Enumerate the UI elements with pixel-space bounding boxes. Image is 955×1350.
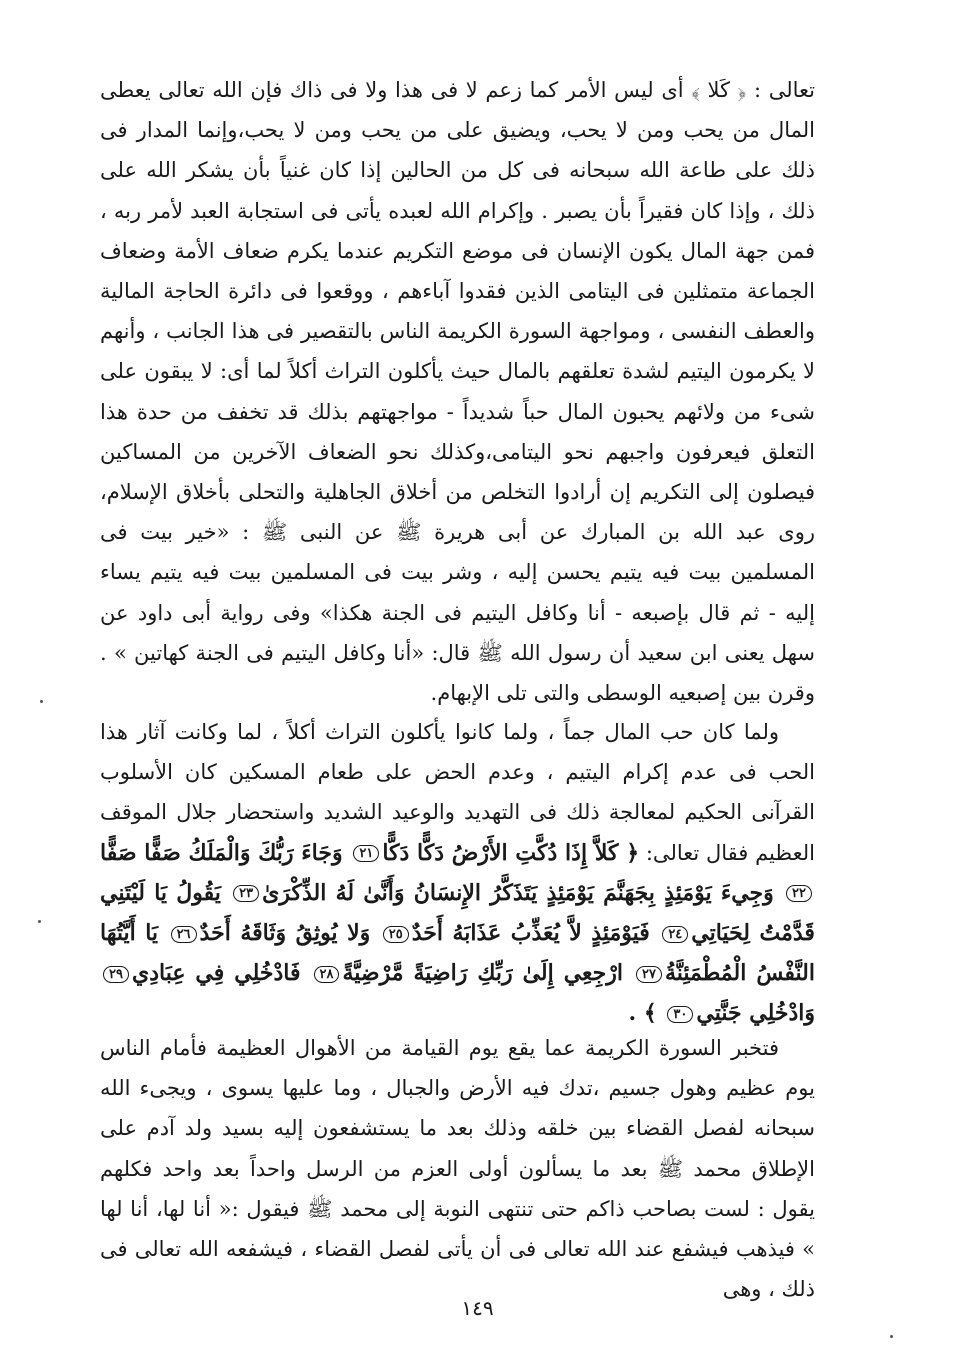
- scan-speck: [38, 920, 41, 923]
- paragraph-text: فتخبر السورة الكريمة عما يقع يوم القيامة من الأهوال العظيمة فأمام الناس يوم عظيم وهول جسيم ،تدك فيه الأرض والجبال ، وما عليها يسوى ، ويجىء الله سبحانه لفصل القضاء بين خلقه وذلك بعد ما يستشفعون إليه بسيد ولد آدم على الإطلاق محمد ﷺ بعد ما يسألون أولى العزم من الرسل واحداً بعد واحد فكلهم يقول : لست بصاحب ذاكم حتى تنتهى النوبة إلى محمد ﷺ فيقول :« أنا لها، أنا لها » فيذهب فيشفع عند الله تعالى فى أن يأتى لفصل القضاء ، فيشفعه الله تعالى فى ذلك ، وهى: [100, 1036, 815, 1302]
- paragraph-text: تعالى : ﴿ كَلا ﴾ أى ليس الأمر كما زعم لا فى هذا ولا فى ذاك فإن الله تعالى يعطى المال من يحب ومن لا يحب، ويضيق على من يحب ومن لا يحب،وإنما المدار فى ذلك على طاعة الله سبحانه فى كل من الحالين إذا كان غنياً بأن يشكر الله على ذلك ، وإذا كان فقيراً بأن يصبر . وإكرام الله لعبده يأتى فى استجابة العبد لأمر ربه ، فمن جهة المال يكون الإنسان فى موضع التكريم عندما يكرم ضعاف الأمة وضعاف الجماعة متمثلين فى اليتامى الذين فقدوا آباءهم ، ووقعوا فى دائرة الحاجة المالية والعطف النفسى ، ومواجهة السورة الكريمة الناس بالتقصير فى هذا الجانب ، وأنهم لا يكرمون اليتيم لشدة تعلقهم بالمال حيث يأكلون التراث أكلاً لما أى: لا يبقون على شىء من ولائهم يحبون المال حباً شديداً - مواجهتهم بذلك قد تخفف من حدة هذا التعلق فيعرفون واجبهم نحو اليتامى،وكذلك نحو الضعاف الآخرين من المساكين فيصلون إلى التكريم إن أرادوا التخلص من أخلاق الجاهلية والتحلى بأخلاق الإسلام، روى عبد الله بن المبارك عن أبى هريرة ﷺ عن النبى ﷺ : «خير بيت فى المسلمين بيت فيه يتيم يحسن إليه ، وشر بيت فى المسلمين بيت فيه يتيم يساء إليه - ثم قال بإصبعه - أنا وكافل اليتيم فى الجنة هكذا» وفى رواية أبى داود عن سهل يعنى ابن سعيد أن رسول الله ﷺ قال: «أنا وكافل اليتيم فى الجنة كهاتين » . وقرن بين إصبعيه الوسطى والتى تلى الإبهام.: [100, 78, 815, 706]
- quran-verse: ارْجِعِي إِلَىٰ رَبِّكِ رَاضِيَةً مَّرْضِيَّةً: [342, 960, 624, 987]
- paragraph-text: ولما كان حب المال جماً ، ولما كانوا يأكلون التراث أكلاً ، لما وكانت آثار هذا الحب فى عدم إكرام اليتيم ، وعدم الحض على طعام المسكين كان الأسلوب القرآنى الحكيم لمعالجة ذلك فى التهديد والوعيد الشديد واستحضار جلال الموقف العظيم فقال تعالى:: [100, 720, 815, 865]
- verse-number: ٣٠: [667, 1006, 693, 1023]
- paragraph-quran-context: [100, 712, 815, 1034]
- quote-open-bracket: ﴿: [626, 839, 640, 866]
- quran-verse: وَجِيءَ يَوْمَئِذٍ بِجَهَنَّمَ يَوْمَئِذٍ يَتَذَكَّرُ الإِنسَانُ وَأَنَّىٰ لَهُ الذِّكْرَىٰ: [262, 879, 774, 906]
- scan-speck: [40, 700, 43, 703]
- quran-verse: وَادْخُلِي جَنَّتِي: [696, 1000, 815, 1027]
- quran-verse: فَيَوْمَئِذٍ لاَّ يُعَذِّبُ عَذَابَهُ أَحَدٌ: [411, 920, 650, 947]
- quran-verse: فَادْخُلِي فِي عِبَادِي: [131, 960, 301, 987]
- verse-number: ٢٣: [233, 885, 259, 902]
- page-number: ١٤٩: [461, 1296, 494, 1320]
- verse-number: ٢٨: [314, 966, 340, 983]
- quran-quote: [100, 840, 815, 1027]
- verse-number: ٢١: [353, 845, 379, 862]
- quote-end-mark: .: [628, 1000, 637, 1027]
- quran-verse: يَا أَيَّتُهَا النَّفْسُ الْمُطْمَئِنَّةُ: [100, 920, 815, 987]
- verse-number: ٢٥: [383, 926, 409, 943]
- quote-close-bracket: ﴾: [643, 1000, 657, 1027]
- quran-verse: وَجَاءَ رَبُّكَ وَالْمَلَكُ صَفًّا صَفًّا: [100, 839, 343, 866]
- verse-number: ٢٧: [636, 966, 662, 983]
- verse-number: ٢٤: [662, 926, 688, 943]
- verse-number: ٢٩: [103, 966, 129, 983]
- quran-verse: كَلاَّ إِذَا دُكَّتِ الأَرْضُ دَكًّا دَكًّا: [382, 839, 619, 866]
- quran-verse: وَلا يُوثِقُ وَثَاقَهُ أَحَدٌ: [199, 920, 371, 947]
- verse-number: ٢٦: [171, 926, 197, 943]
- paragraph-commentary: [100, 70, 815, 713]
- paragraph-day-of-judgment: [100, 1028, 815, 1309]
- scan-speck: [890, 1335, 893, 1338]
- verse-number: ٢٢: [786, 885, 812, 902]
- quran-verse: يَقُولُ يَا لَيْتَنِي قَدَّمْتُ لِحَيَاتِي: [100, 879, 815, 947]
